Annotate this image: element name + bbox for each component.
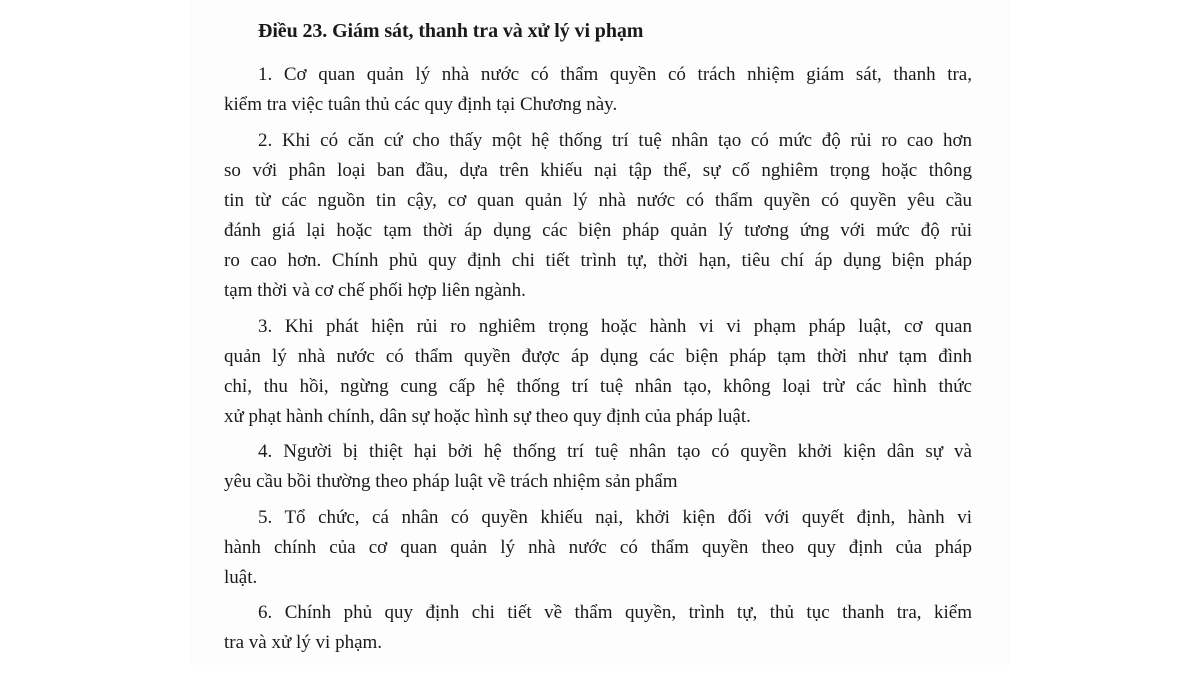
text-line: luật. — [224, 567, 258, 588]
text-line: kiểm tra việc tuân thủ các quy định tại Chương này. — [224, 94, 618, 115]
text-line: hành chính của cơ quan quản lý nhà nước có thẩm quyền theo quy định của pháp — [224, 537, 972, 558]
text-line: tin từ các nguồn tin cậy, cơ quan quản lý nhà nước có thẩm quyền có quyền yêu cầu — [224, 190, 972, 211]
paragraph-4 — [224, 437, 972, 497]
paragraph-3 — [224, 312, 972, 432]
text-line: 3. Khi phát hiện rủi ro nghiêm trọng hoặc hành vi vi phạm pháp luật, cơ quan — [258, 316, 972, 337]
text-line: 6. Chính phủ quy định chi tiết về thẩm quyền, trình tự, thủ tục thanh tra, kiểm — [258, 602, 972, 623]
text-line: đánh giá lại hoặc tạm thời áp dụng các biện pháp quản lý tương ứng với mức độ rủi — [224, 220, 972, 241]
paragraph-5 — [224, 503, 972, 593]
text-line: 1. Cơ quan quản lý nhà nước có thẩm quyền có trách nhiệm giám sát, thanh tra, — [258, 64, 972, 85]
text-line: tạm thời và cơ chế phối hợp liên ngành. — [224, 280, 526, 301]
text-line: quản lý nhà nước có thẩm quyền được áp dụng các biện pháp tạm thời như tạm đình — [224, 346, 972, 367]
text-line: 5. Tổ chức, cá nhân có quyền khiếu nại, khởi kiện đối với quyết định, hành vi — [258, 507, 972, 528]
paragraph-2 — [224, 126, 972, 306]
text-line: 4. Người bị thiệt hại bởi hệ thống trí tuệ nhân tạo có quyền khởi kiện dân sự và — [258, 441, 972, 462]
text-line: so với phân loại ban đầu, dựa trên khiếu nại tập thể, sự cố nghiêm trọng hoặc thông — [224, 160, 972, 181]
article-title: Điều 23. Giám sát, thanh tra và xử lý vi phạm — [258, 20, 644, 42]
text-line: tra và xử lý vi phạm. — [224, 632, 383, 653]
text-line: ro cao hơn. Chính phủ quy định chi tiết trình tự, thời hạn, tiêu chí áp dụng biện pháp — [224, 250, 972, 271]
paragraph-1 — [224, 60, 972, 120]
paragraph-6 — [224, 598, 972, 658]
text-line: chỉ, thu hồi, ngừng cung cấp hệ thống trí tuệ nhân tạo, không loại trừ các hình thức — [224, 376, 972, 397]
text-line: 2. Khi có căn cứ cho thấy một hệ thống trí tuệ nhân tạo có mức độ rủi ro cao hơn — [258, 130, 972, 151]
text-line: xử phạt hành chính, dân sự hoặc hình sự theo quy định của pháp luật. — [224, 406, 751, 427]
text-line: yêu cầu bồi thường theo pháp luật về trách nhiệm sản phẩm — [224, 471, 678, 492]
